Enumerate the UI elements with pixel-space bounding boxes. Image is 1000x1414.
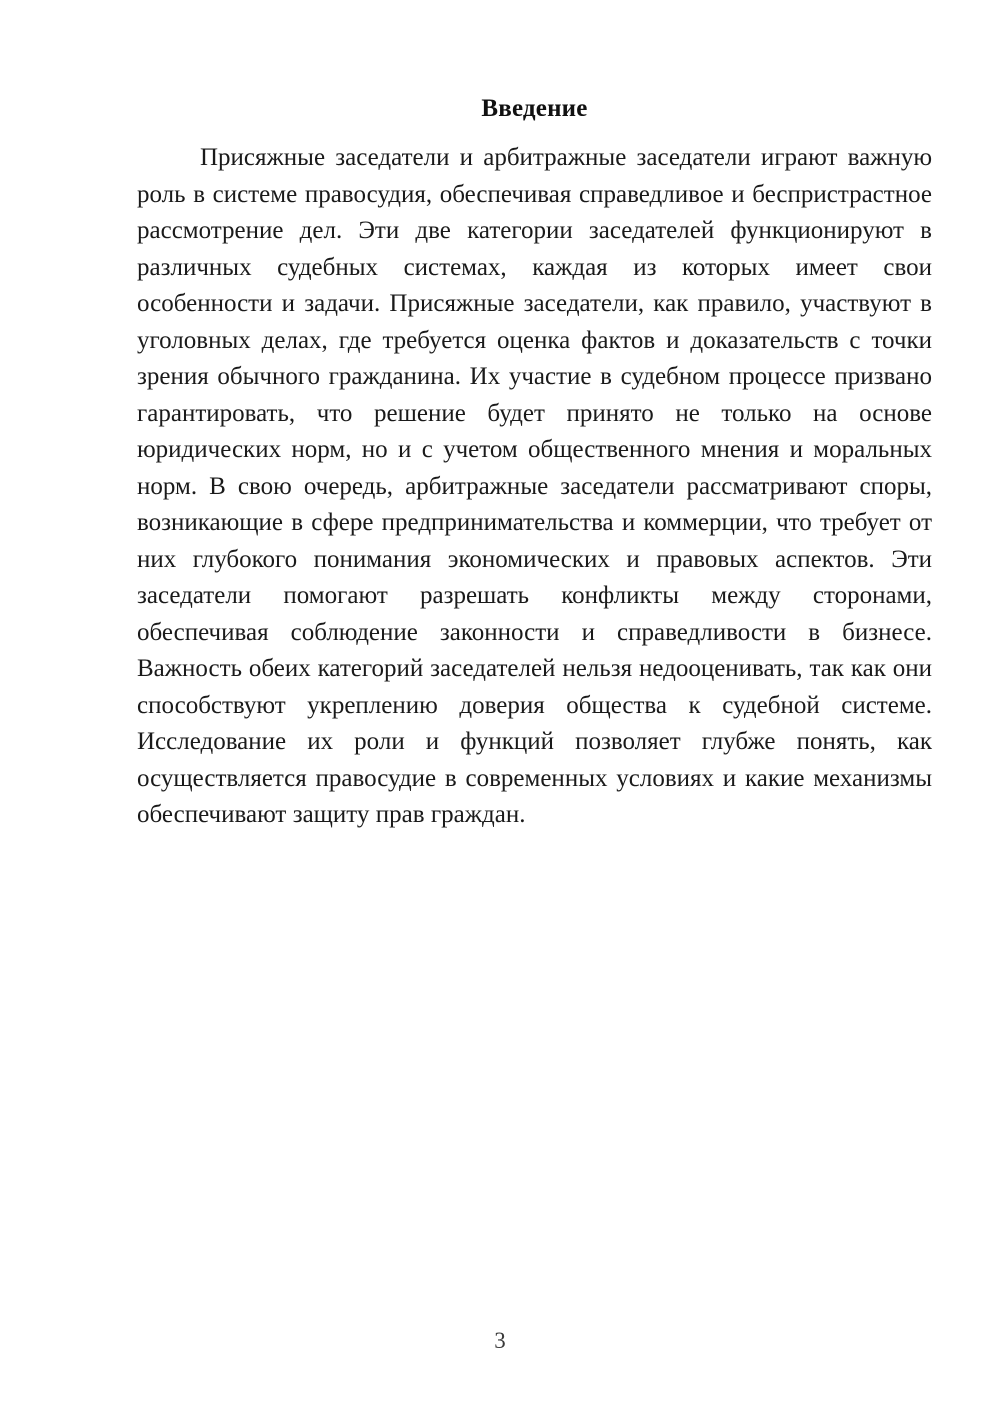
introduction-paragraph: Присяжные заседатели и арбитражные заседатели играют важную роль в системе правосудия, обеспечивая справедливое и беспристрастное рассмотрение дел. Эти две категории заседателей функционируют в различных судебных системах, каждая из которых имеет свои особенности и задачи. Присяжные заседатели, как правило, участвуют в уголовных делах, где требуется оценка фактов и доказательств с точки зрения обычного гражданина. Их участие в судебном процессе призвано гарантировать, что решение будет принято не только на основе юридических норм, но и с учетом общественного мнения и моральных норм. В свою очередь, арбитражные заседатели рассматривают споры, возникающие в сфере предпринимательства и коммерции, что требует от них глубокого понимания экономических и правовых аспектов. Эти заседатели помогают разрешать конфликты между сторонами, обеспечивая соблюдение законности и справедливости в бизнесе. Важность обеих категорий заседателей нельзя недооценивать, так как они способствуют укреплению доверия общества к судебной системе. Исследование их роли и функций позволяет глубже понять, как осуществляется правосудие в современных условиях и какие механизмы обеспечивают защиту прав граждан. bbox=[137, 144, 932, 828]
page-title: Введение bbox=[481, 95, 588, 122]
page-content bbox=[137, 92, 932, 834]
page-number: 3 bbox=[494, 1328, 506, 1353]
